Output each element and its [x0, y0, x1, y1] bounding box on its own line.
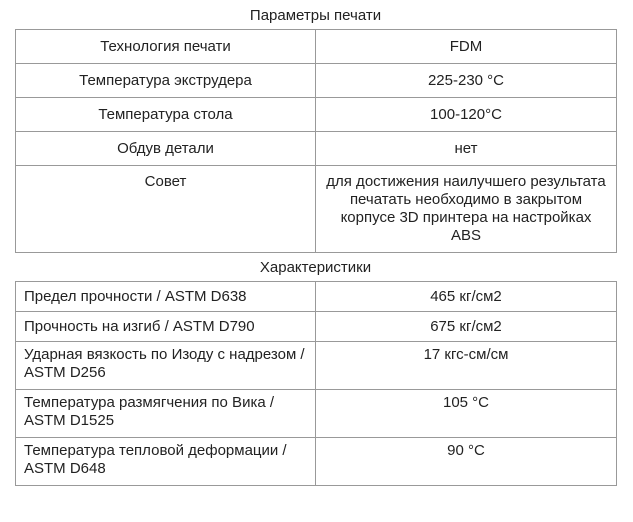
characteristic-value: 90 °C — [316, 438, 617, 486]
param-value: нет — [316, 132, 617, 166]
param-key: Температура экструдера — [16, 64, 316, 98]
characteristic-key: Ударная вязкость по Изоду с надрезом / ASTM D256 — [16, 342, 316, 390]
param-value: для достижения наилучшего результата печатать необходимо в закрытом корпусе 3D принтера на настройках ABS — [316, 166, 617, 253]
table-row — [16, 98, 617, 132]
table-row — [16, 30, 617, 64]
table-row — [16, 342, 617, 390]
characteristic-key: Температура размягчения по Вика / ASTM D1525 — [16, 390, 316, 438]
print-params-title: Параметры печати — [249, 7, 382, 24]
characteristic-value: 105 °C — [316, 390, 617, 438]
characteristics-title: Характеристики — [259, 259, 372, 276]
table-row — [16, 166, 617, 253]
table-row — [16, 132, 617, 166]
param-value: 225-230 °C — [316, 64, 617, 98]
table-row — [16, 312, 617, 342]
param-value: FDM — [316, 30, 617, 64]
characteristic-value: 17 кгс-см/см — [316, 342, 617, 390]
param-key: Температура стола — [16, 98, 316, 132]
table-row — [16, 282, 617, 312]
characteristic-key: Прочность на изгиб / ASTM D790 — [16, 312, 316, 342]
param-key: Обдув детали — [16, 132, 316, 166]
characteristic-value: 465 кг/см2 — [316, 282, 617, 312]
print-params-table — [15, 29, 617, 253]
table-row — [16, 64, 617, 98]
param-key: Технология печати — [16, 30, 316, 64]
characteristics-table — [15, 281, 617, 486]
table-row — [16, 390, 617, 438]
characteristic-key: Температура тепловой деформации / ASTM D648 — [16, 438, 316, 486]
characteristic-value: 675 кг/см2 — [316, 312, 617, 342]
characteristic-key: Предел прочности / ASTM D638 — [16, 282, 316, 312]
table-row — [16, 438, 617, 486]
param-value: 100-120°C — [316, 98, 617, 132]
param-key: Совет — [16, 166, 316, 253]
